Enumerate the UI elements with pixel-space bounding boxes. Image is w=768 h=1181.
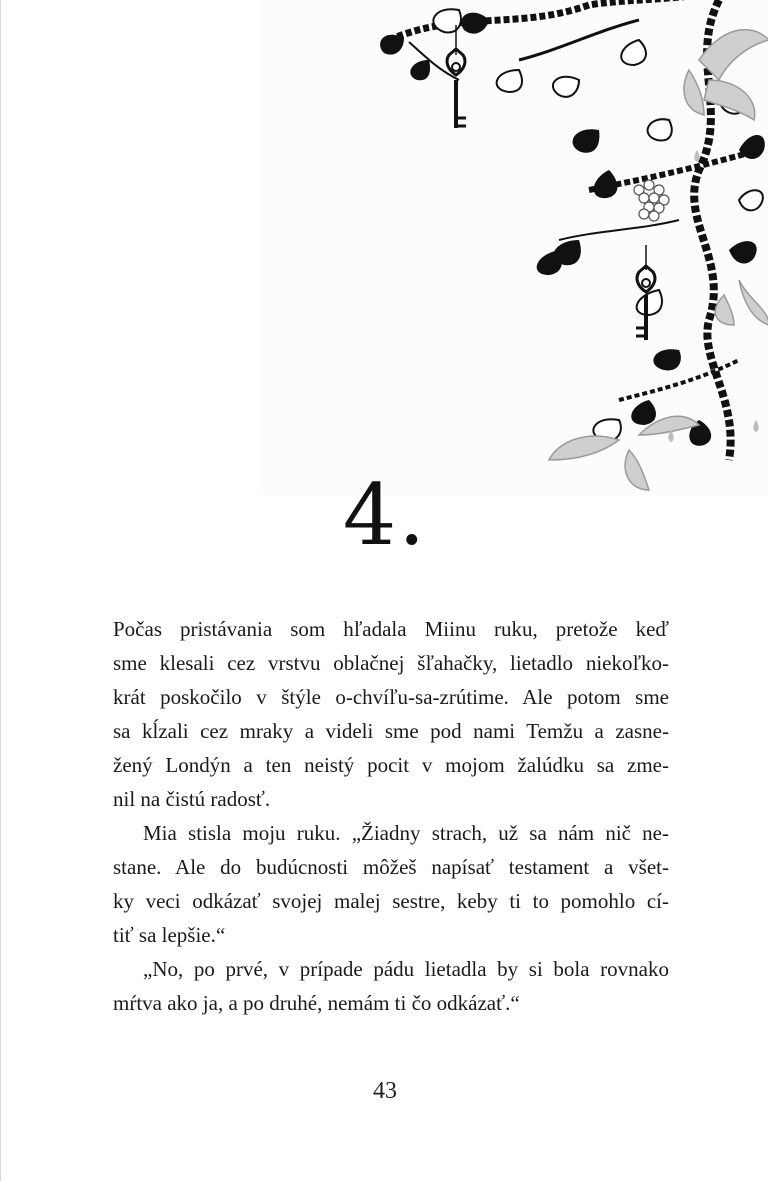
- text-line: sa kĺzali cez mraky a videli sme pod nami Temžu a zasne-: [113, 719, 669, 743]
- chapter-number: 4.: [342, 466, 428, 564]
- text-line: stane. Ale do budúcnosti môžeš napísať testament a všet-: [113, 855, 669, 879]
- text-line: ky veci odkázať svojej malej sestre, keby ti to pomohlo cí-: [113, 889, 669, 913]
- text-line: Počas pristávania som hľadala Miinu ruku, pretože keď: [113, 617, 669, 641]
- text-line: tiť sa lepšie.“: [113, 923, 226, 947]
- text-line: mŕtva ako ja, a po druhé, nemám ti čo odkázať.“: [113, 991, 520, 1015]
- page-number: 43: [373, 1078, 397, 1104]
- text-line: žený Londýn a ten neistý pocit v mojom žalúdku sa zme-: [113, 753, 669, 777]
- text-line: krát poskočilo v štýle o-chvíľu-sa-zrútime. Ale potom sme: [113, 685, 669, 709]
- paragraph: [113, 816, 669, 952]
- paragraph: [113, 952, 669, 1020]
- chapter-body-text: [113, 612, 669, 1020]
- floral-vine-keys-illustration: [259, 0, 768, 495]
- text-line: nil na čistú radosť.: [113, 787, 271, 811]
- paragraph: [113, 612, 669, 816]
- text-line: „No, po prvé, v prípade pádu lietadla by si bola rovnako: [143, 957, 669, 981]
- text-line: Mia stisla moju ruku. „Žiadny strach, už sa nám nič ne-: [143, 821, 669, 845]
- text-line: sme klesali cez vrstvu oblačnej šľahačky, lietadlo niekoľko-: [113, 651, 669, 675]
